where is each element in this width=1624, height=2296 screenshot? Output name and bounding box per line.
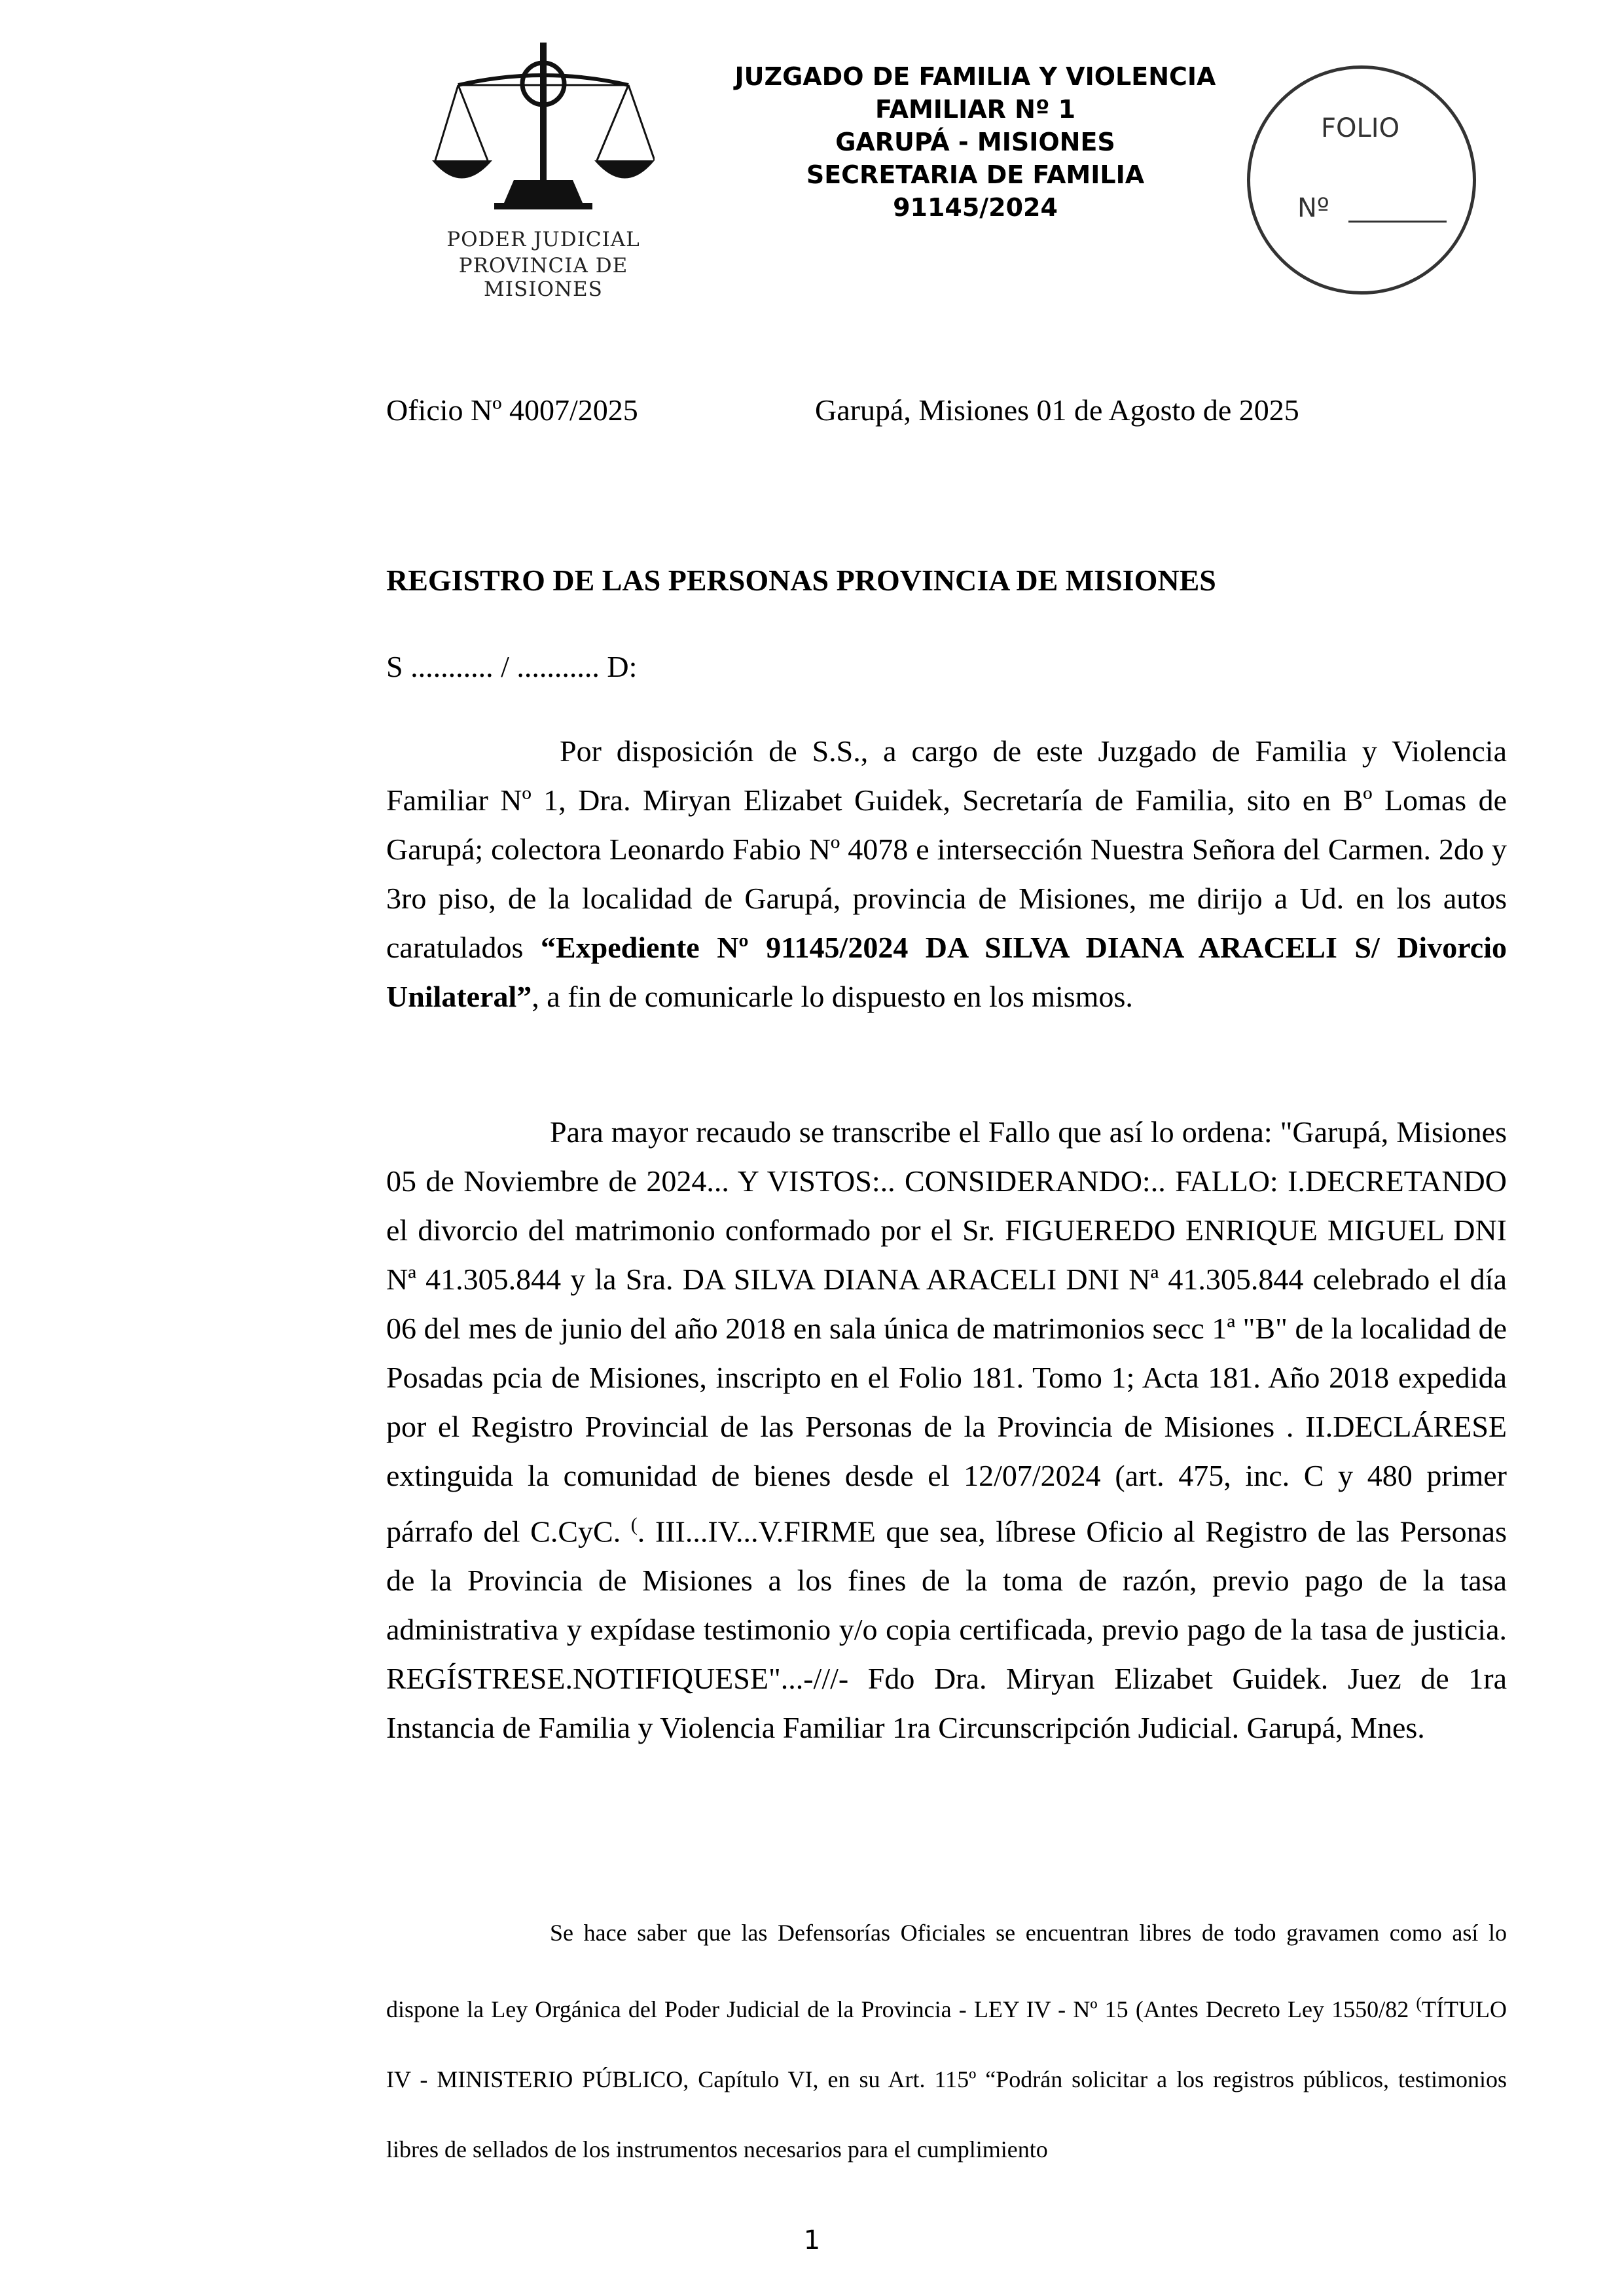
paragraph-3-text-b: TÍTULO IV - MINISTERIO PÚBLICO, Capítulo VI, en su Art. 115º “Podrán solicitar a los registros públicos, testimonios libres de sellados de los instrumentos necesarios para el cumplimiento: [386, 1996, 1507, 2162]
page-number: 1: [803, 2225, 821, 2255]
logo-line-1: PODER JUDICIAL: [446, 228, 640, 251]
paragraph-3: [386, 1898, 1507, 2185]
logo-line-2: PROVINCIA DE MISIONES: [458, 254, 628, 301]
court-line: JUZGADO DE FAMILIA Y VIOLENCIA: [734, 62, 1216, 91]
paragraph-1-text-b: , a fin de comunicarle lo dispuesto en los mismos.: [532, 980, 1133, 1013]
salutation: S ........... / ........... D:: [386, 650, 638, 683]
document-date: Garupá, Misiones 01 de Agosto de 2025: [815, 393, 1299, 427]
case-caption: “Expediente Nº 91145/2024 DA SILVA DIANA ARACELI S/ Divorcio Unilateral”: [386, 931, 1507, 1013]
oficio-number: Oficio Nº 4007/2025: [386, 393, 638, 427]
paragraph-2-text-a: Para mayor recaudo se transcribe el Fallo que así lo ordena: "Garupá, Misiones 05 de Noviembre de 2024... Y VISTOS:.. CONSIDERANDO:.. FALLO: I.DECRETANDO el divorcio del matrimonio conformado por el Sr. FIGUEREDO ENRIQUE MIGUEL DNI Nª 41.305.844 y la Sra. DA SILVA DIANA ARACELI DNI Nª 41.305.844 celebrado el día 06 del mes de junio del año 2018 en sala única de matrimonios secc 1ª "B" de la localidad de Posadas pcia de Misiones, inscripto en el Folio 181. Tomo 1; Acta 181. Año 2018 expedida por el Registro Provincial de las Personas de la Provincia de Misiones . II.DECLÁRESE extinguida la comunidad de bienes desde el 12/07/2024 (art. 475, inc. C y 480 primer párrafo del C.CyC.: [386, 1115, 1507, 1549]
case-number: 91145/2024: [893, 193, 1058, 222]
folio-label: FOLIO: [1321, 113, 1400, 143]
paragraph-3-mark: (: [1416, 1994, 1422, 2013]
folio-number-label: Nº: [1297, 193, 1329, 223]
court-line: GARUPÁ - MISIONES: [835, 128, 1115, 156]
folio-number-blank: [1348, 221, 1447, 223]
court-line: FAMILIAR Nº 1: [875, 95, 1076, 124]
paragraph-2-mark: (: [630, 1514, 638, 1535]
court-header: [681, 60, 1270, 224]
paragraph-3-text-a: Se hace saber que las Defensorías Oficiales se encuentran libres de todo gravamen como así lo dispone la Ley Orgánica del Poder Judicial de la Provincia - LEY IV - Nº 15 (Antes Decreto Ley 1550/82: [386, 1920, 1507, 2022]
recipient: REGISTRO DE LAS PERSONAS PROVINCIA DE MISIONES: [386, 564, 1216, 597]
folio-stamp: [1247, 65, 1476, 295]
paragraph-2-text-b: . III...IV...V.FIRME que sea, líbrese Oficio al Registro de las Personas de la Provincia de Misiones a los fines de la toma de razón, previo pago de la tasa administrativa y expídase testimonio y/o copia certificada, previo pago de la tasa de justicia. REGÍSTRESE.NOTIFIQUESE"...-///- Fdo Dra. Miryan Elizabet Guidek. Juez de 1ra Instancia de Familia y Violencia Familiar 1ra Circunscripción Judicial. Garupá, Mnes.: [386, 1515, 1507, 1745]
paragraph-2: [386, 1107, 1507, 1752]
paragraph-1: [386, 726, 1507, 1021]
paragraph-1-text-a: Por disposición de S.S., a cargo de este Juzgado de Familia y Violencia Familiar Nº 1, Dra. Miryan Elizabet Guidek, Secretaría de Familia, sito en Bº Lomas de Garupá; colectora Leonardo Fabio Nº 4078 e intersección Nuestra Señora del Carmen. 2do y 3ro piso, de la localidad de Garupá, provincia de Misiones, me dirijo a Ud. en los autos caratulados: [386, 734, 1507, 964]
scales-of-justice-icon: [432, 39, 655, 223]
court-line: SECRETARIA DE FAMILIA: [806, 160, 1145, 189]
poder-judicial-logo: [399, 39, 687, 301]
